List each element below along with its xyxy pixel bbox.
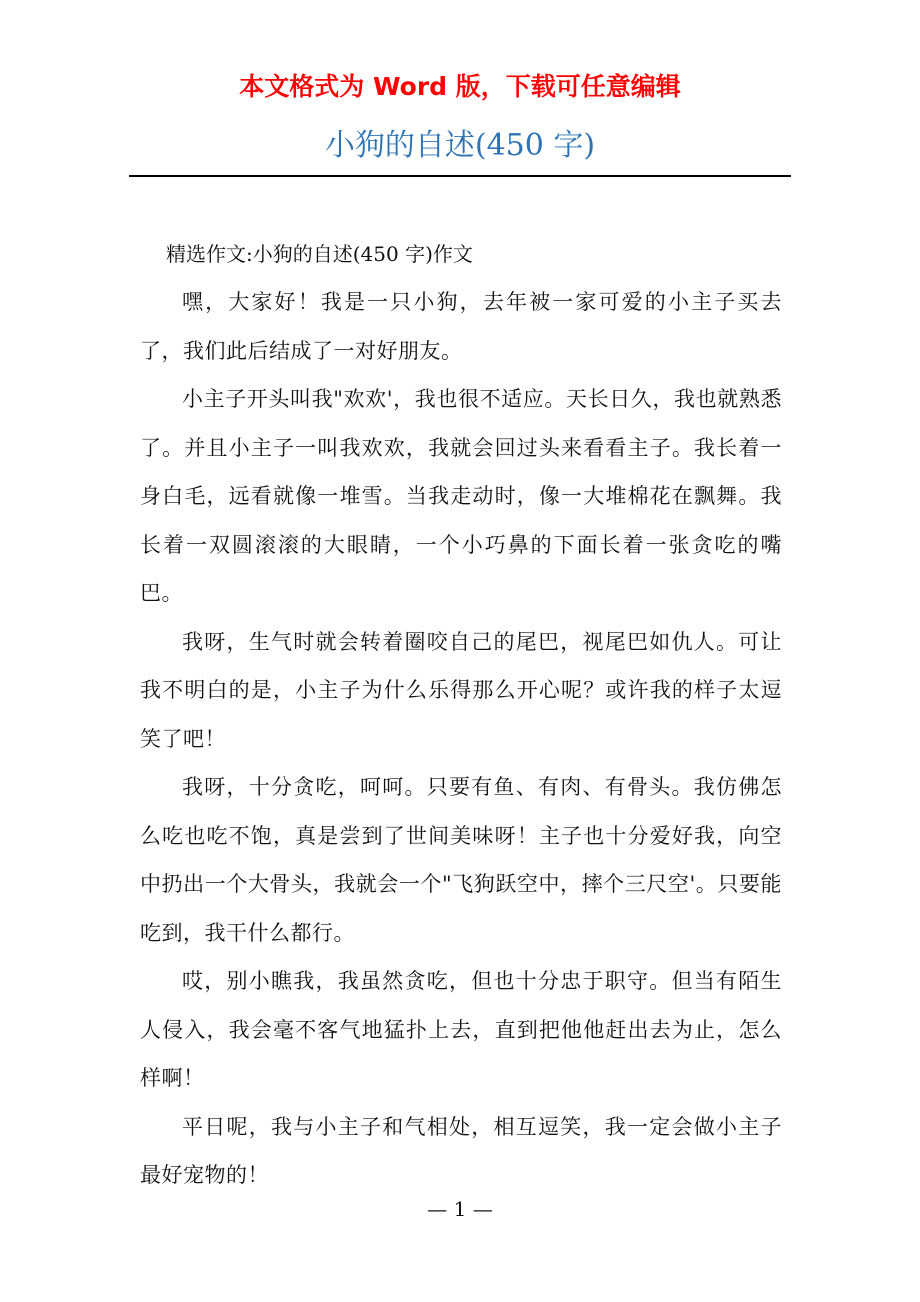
paragraph-3: 我呀，生气时就会转着圈咬自己的尾巴，视尾巴如仇人。可让我不明白的是，小主子为什么乐得那么开心呢？或许我的样子太逗笑了吧！ — [140, 629, 782, 751]
format-notice: 本文格式为 Word 版，下载可任意编辑 — [239, 72, 681, 101]
document-title: 小狗的自述(450 字) — [324, 128, 596, 163]
paragraph-5: 哎，别小瞧我，我虽然贪吃，但也十分忠于职守。但当有陌生人侵入，我会毫不客气地猛扑上去，直到把他他赶出去为止，怎么样啊！ — [140, 969, 782, 1090]
paragraph-2: 小主子开头叫我"欢欢'，我也很不适应。天长日久，我也就熟悉了。并且小主子一叫我欢欢，我就会回过头来看看主子。我长着一身白毛，远看就像一堆雪。当我走动时，像一大堆棉花在飘舞。我长着一双圆滚滚的大眼睛，一个小巧鼻的下面长着一张贪吃的嘴巴。 — [140, 387, 782, 605]
article-subtitle: 精选作文:小狗的自述(450 字)作文 — [166, 242, 473, 266]
document-body — [140, 230, 782, 1200]
paragraph-4: 我呀，十分贪吃，呵呵。只要有鱼、有肉、有骨头。我仿佛怎么吃也吃不饱，真是尝到了世间美味呀！主子也十分爱好我，向空中扔出一个大骨头，我就会一个"飞狗跃空中，摔个三尺空'。只要能吃到，我干什么都行。 — [140, 775, 782, 945]
page-number: — 1 — — [427, 1197, 493, 1221]
paragraph-6: 平日呢，我与小主子和气相处，相互逗笑，我一定会做小主子最好宠物的！ — [140, 1114, 782, 1187]
paragraph-1: 嘿，大家好！我是一只小狗，去年被一家可爱的小主子买去了，我们此后结成了一对好朋友。 — [140, 290, 782, 363]
title-divider — [129, 175, 791, 177]
